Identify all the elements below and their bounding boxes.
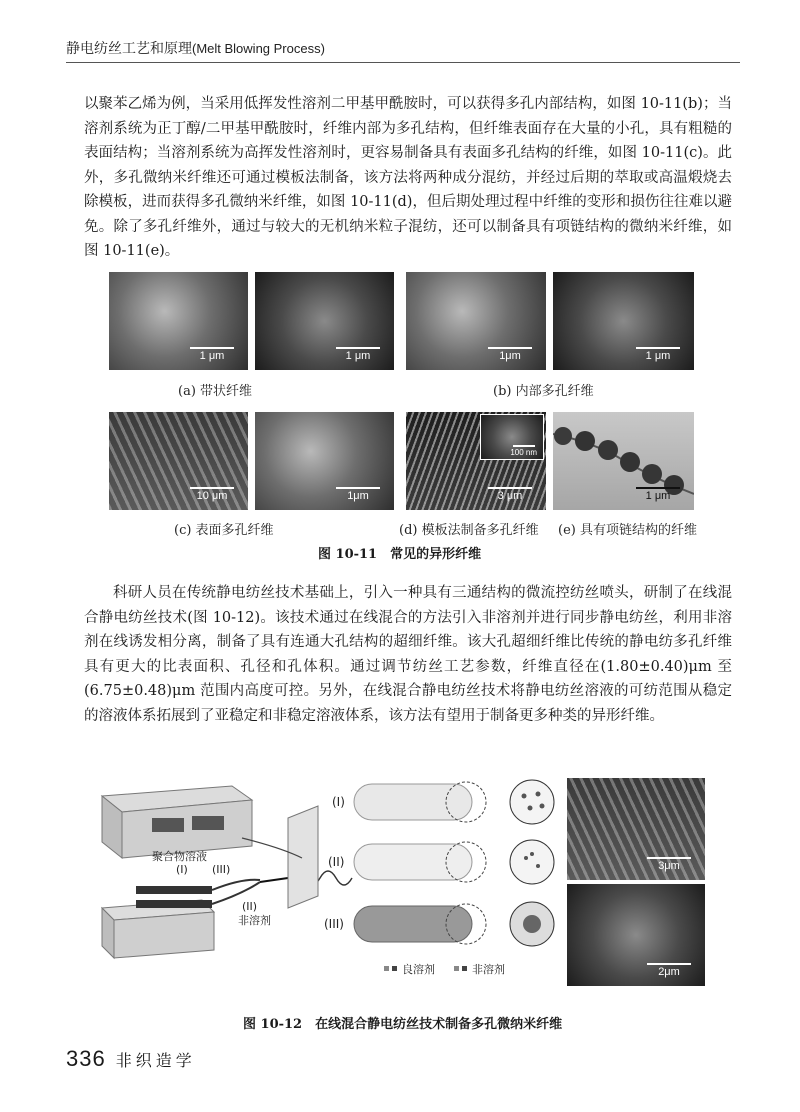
header-title-cn: 静电纺丝工艺和原理 bbox=[66, 41, 192, 57]
scalebar-a1: 1 μm bbox=[190, 347, 234, 362]
fiber-diagram-i bbox=[354, 780, 554, 824]
sem-image-fiber-surface bbox=[567, 778, 705, 880]
label-route-iii: (III) bbox=[212, 863, 231, 876]
legend-good-solvent: 良溶剂 bbox=[402, 963, 435, 976]
label-nonsolvent: 非溶剂 bbox=[238, 914, 271, 927]
scalebar-d: 3 μm bbox=[488, 487, 532, 502]
header-rule bbox=[66, 62, 740, 63]
fiber-diagram-iii bbox=[354, 902, 554, 946]
scalebar-c1: 10 μm bbox=[190, 487, 234, 502]
legend-swatch-good-solvent bbox=[384, 966, 389, 971]
fiber-label-ii: (II) bbox=[328, 855, 345, 869]
scalebar-d-inset: 100 nm bbox=[510, 445, 537, 457]
caption-d: (d) 模板法制备多孔纤维 bbox=[399, 523, 539, 538]
sem-image-a2 bbox=[255, 272, 394, 370]
sem-image-d bbox=[406, 412, 546, 510]
sem-inset-d bbox=[480, 414, 544, 460]
scalebar-b1: 1μm bbox=[488, 347, 532, 362]
page-number: 336 bbox=[66, 1046, 106, 1071]
sem-image-c1 bbox=[109, 412, 248, 510]
body-paragraph-1: 以聚苯乙烯为例，当采用低挥发性溶剂二甲基甲酰胺时，可以获得多孔内部结构，如图 10-11(b)；当溶剂系统为正丁醇/二甲基甲酰胺时，纤维内部为多孔结构，但纤维表面存在大量的小孔，具有粗糙的表面结构；当溶剂系统为高挥发性溶剂时，更容易制备具有表面多孔结构的纤维，如图 10-11(c)。此外，多孔微纳米纤维还可通过模板法制备，该方法将两种成分混纺，并经过后期的萃取或高温煅烧去除模板，进而获得多孔微纳米纤维，如图 10-11(d)，但后期处理过程中纤维的变形和损伤往往难以避免。除了多孔纤维外，通过与较大的无机纳米粒子混纺，还可以制备具有项链结构的微纳米纤维，如图 10-11(e)。 bbox=[84, 96, 732, 259]
figure-10-12-title: 图 10-12 在线混合静电纺丝技术制备多孔微纳米纤维 bbox=[243, 1017, 563, 1032]
scalebar-2um: 2μm bbox=[647, 963, 691, 978]
page-footer bbox=[66, 1046, 196, 1072]
book-title: 非织造学 bbox=[115, 1051, 196, 1070]
fiber-label-i: (I) bbox=[332, 795, 345, 809]
label-route-ii: (II) bbox=[242, 900, 258, 913]
scalebar-c2: 1μm bbox=[336, 487, 380, 502]
sem-image-e bbox=[553, 412, 694, 510]
scalebar-e: 1 μm bbox=[636, 487, 680, 502]
syringe-pump-graphic bbox=[102, 886, 214, 958]
sem-image-b1 bbox=[406, 272, 546, 370]
body-paragraph-2: 科研人员在传统静电纺丝技术基础上，引入一种具有三通结构的微流控纺丝喷头，研制了在线混合静电纺丝技术(图 10-12)。该技术通过在线混合的方法引入非溶剂并进行同步静电纺丝，利用非溶剂在线诱发相分离，制备了具有连通大孔结构的超细纤维。该大孔超细纤维比传统的静电纺多孔纤维具有更大的比表面积、孔径和孔体积。通过调节纺丝工艺参数，纤维直径在(1.80±0.40)μm 至(6.75±0.48)μm 范围内高度可控。另外，在线混合静电纺丝技术将静电纺丝溶液的可纺范围从稳定的溶液体系拓展到了亚稳定和非稳定溶液体系，该方法有望用于制备更多种类的异形纤维。 bbox=[84, 585, 732, 724]
scalebar-b2: 1 μm bbox=[636, 347, 680, 362]
caption-c: (c) 表面多孔纤维 bbox=[174, 523, 274, 538]
sem-image-fiber-cross-section bbox=[567, 884, 705, 986]
setup-diagram bbox=[92, 778, 562, 986]
caption-a: (a) 带状纤维 bbox=[178, 384, 253, 399]
fiber-label-iii: (III) bbox=[324, 917, 344, 931]
power-supply-graphic bbox=[102, 786, 252, 858]
scalebar-3um: 3μm bbox=[647, 857, 691, 872]
apparatus-schematic bbox=[92, 778, 562, 986]
label-route-i: (I) bbox=[176, 863, 188, 876]
fiber-diagram-ii bbox=[354, 840, 554, 884]
scalebar-a2: 1 μm bbox=[336, 347, 380, 362]
running-header bbox=[66, 38, 325, 58]
caption-e: (e) 具有项链结构的纤维 bbox=[558, 523, 697, 538]
legend-nonsolvent: 非溶剂 bbox=[472, 963, 505, 976]
label-polymer-solution: 聚合物溶液 bbox=[152, 850, 207, 863]
caption-b: (b) 内部多孔纤维 bbox=[493, 384, 594, 399]
figure-10-11-title: 图 10-11 常见的异形纤维 bbox=[318, 547, 482, 562]
sem-image-a1 bbox=[109, 272, 248, 370]
sem-image-b2 bbox=[553, 272, 694, 370]
legend-swatch-nonsolvent bbox=[454, 966, 459, 971]
sem-image-c2 bbox=[255, 412, 394, 510]
header-title-en: (Melt Blowing Process) bbox=[192, 41, 325, 56]
